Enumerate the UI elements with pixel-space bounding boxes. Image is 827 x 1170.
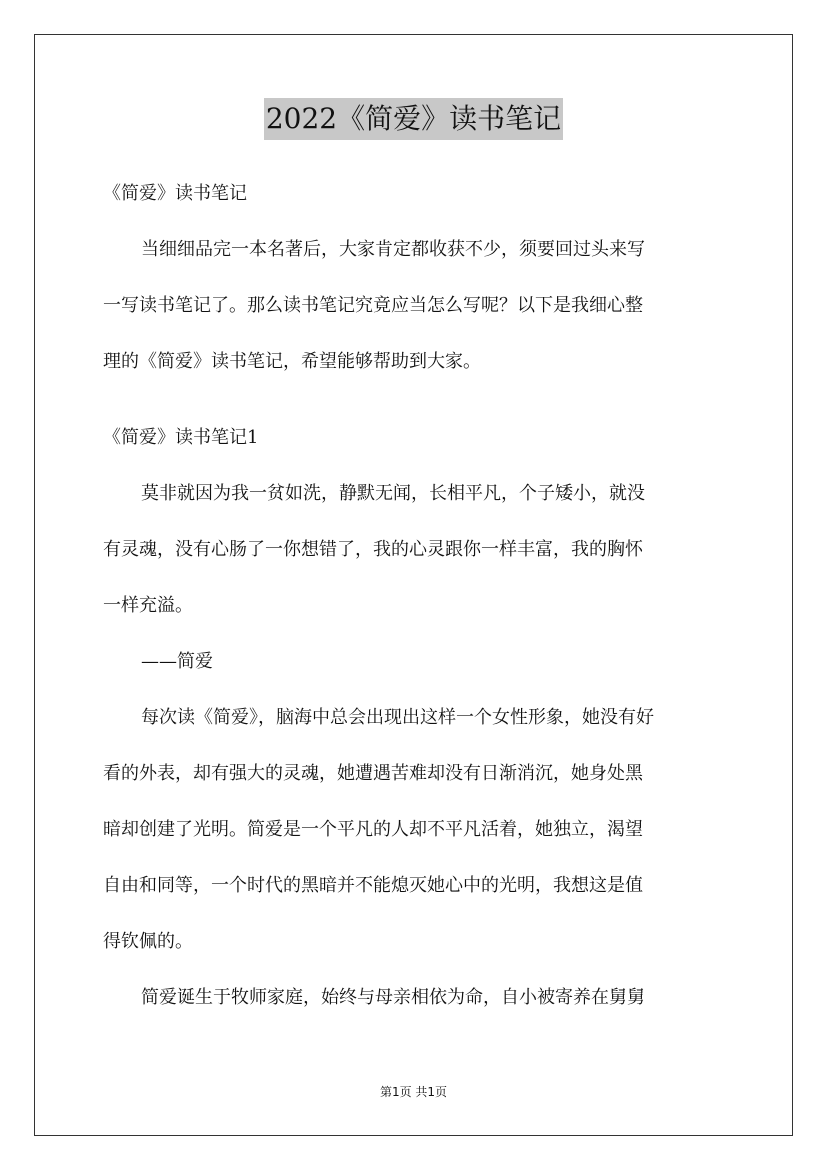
heading-text: 《简爱》读书笔记1 (103, 427, 259, 448)
paragraph-line: 理的《简爱》读书笔记，希望能够帮助到大家。 (103, 351, 481, 372)
intro-paragraph (103, 222, 727, 390)
spacer (103, 390, 727, 410)
paragraph-line: 一写读书笔记了。那么读书笔记究竟应当怎么写呢？以下是我细心整 (103, 295, 643, 316)
page-number: 第1页 共1页 (379, 1085, 448, 1099)
heading-text: 《简爱》读书笔记 (103, 183, 247, 204)
paragraph-line: 有灵魂，没有心肠了一你想错了，我的心灵跟你一样丰富，我的胸怀 (103, 539, 643, 560)
section-heading-1 (103, 410, 727, 466)
section-heading (103, 166, 727, 222)
title-container (0, 98, 827, 140)
body-paragraph-3 (103, 970, 727, 1026)
paragraph-line: 简爱诞生于牧师家庭，始终与母亲相依为命，自小被寄养在舅舅 (141, 987, 645, 1008)
paragraph-line: 当细细品完一本名著后，大家肯定都收获不少，须要回过头来写 (141, 239, 645, 260)
paragraph-line: 每次读《简爱》，脑海中总会出现出这样一个女性形象，她没有好 (141, 707, 654, 728)
paragraph-line: 自由和同等，一个时代的黑暗并不能熄灭她心中的光明，我想这是值 (103, 875, 643, 896)
document-body (103, 166, 727, 1026)
paragraph-line: 一样充溢。 (103, 595, 193, 616)
paragraph-line: 暗却创建了光明。简爱是一个平凡的人却不平凡活着，她独立，渴望 (103, 819, 643, 840)
quote-attribution (103, 634, 727, 690)
paragraph-line: 得钦佩的。 (103, 931, 193, 952)
body-paragraph-2 (103, 690, 727, 970)
page-footer (0, 1083, 827, 1100)
attribution-text: ——简爱 (141, 651, 213, 672)
paragraph-line: 看的外表，却有强大的灵魂，她遭遇苦难却没有日渐消沉，她身处黑 (103, 763, 643, 784)
paragraph-line: 莫非就因为我一贫如洗，静默无闻，长相平凡，个子矮小，就没 (141, 483, 645, 504)
document-title: 2022《简爱》读书笔记 (264, 98, 563, 140)
quote-paragraph (103, 466, 727, 634)
